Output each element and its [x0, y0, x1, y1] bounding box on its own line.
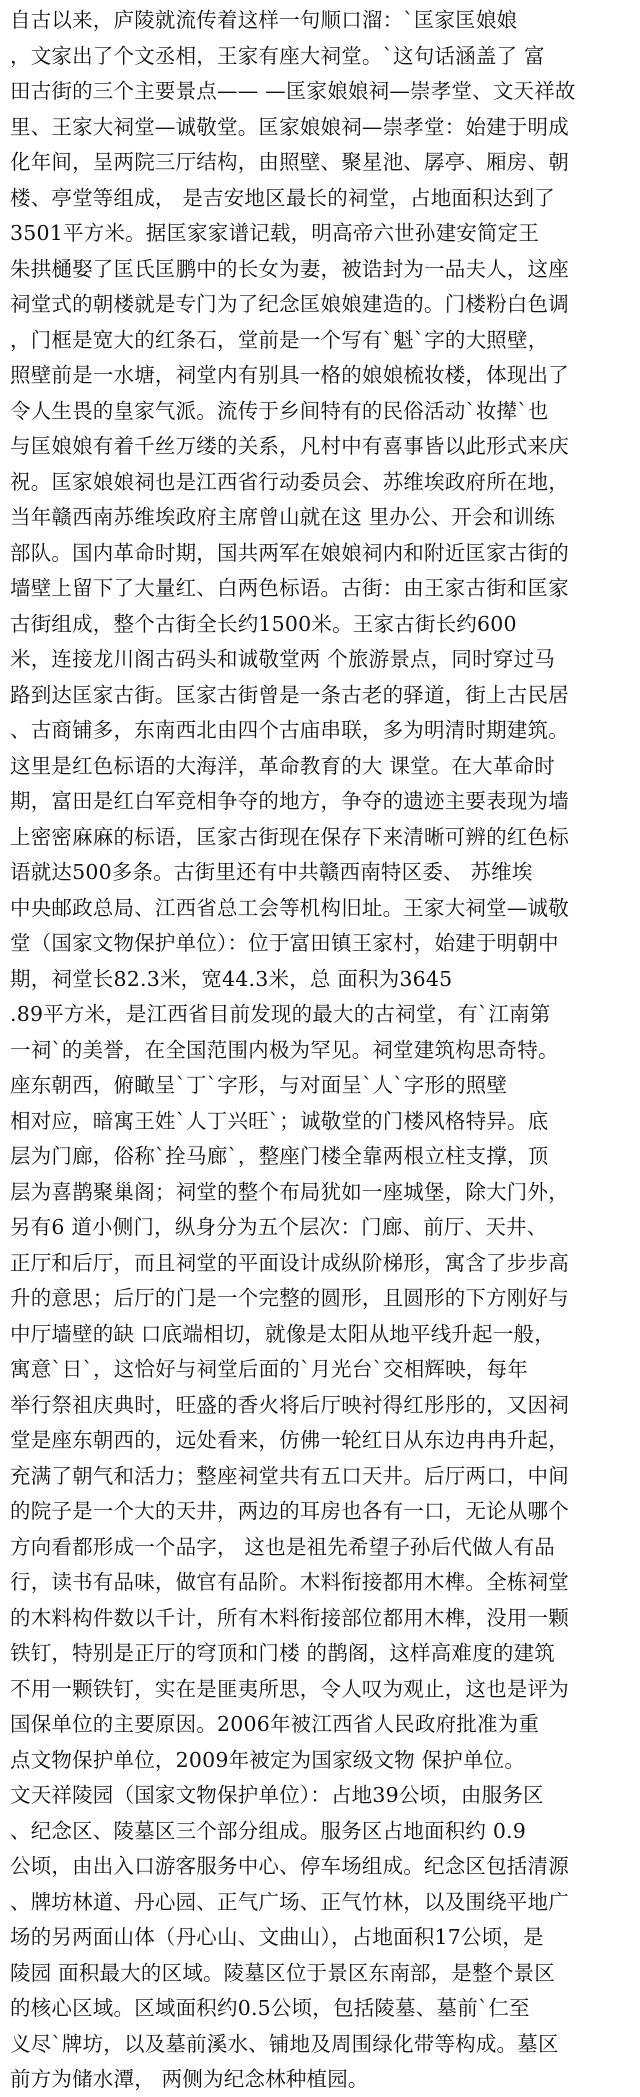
text-line: 行，读书有品味，做官有品阶。木料衔接都用木榫。全栋祠堂: [10, 1570, 569, 1594]
text-line: 文天祥陵园（国家文物保护单位）：占地39公顷，由服务区: [10, 1783, 544, 1807]
text-line: 场的另两面山体（丹心山、文曲山），占地面积17公顷，是: [10, 1925, 544, 1949]
text-line: 古街组成，整个古街全长约1500米。王家古街长约600: [10, 611, 517, 636]
text-line: 公顷，由出入口游客服务中心、停车场组成。纪念区包括清源: [10, 1854, 569, 1878]
text-line: 祝。匡家娘娘祠也是江西省行动委员会、苏维埃政府所在地，: [10, 469, 569, 494]
text-line: 米，连接龙川阁古码头和诚敬堂两 个旅游景点，同时穿过马: [10, 647, 555, 671]
text-line: 前方为储水潭， 两侧为纪念林种植园。: [10, 2067, 369, 2091]
text-line: 另有6 道小侧门，纵身分为五个层次：门廊、前厅、天井、: [10, 1215, 548, 1239]
text-line: 正厅和后厅，而且祠堂的平面设计成纵阶梯形，寓含了步步高: [10, 1250, 569, 1275]
text-line: 不用一颗铁钉，实在是匪夷所思，令人叹为观止，这也是评为: [10, 1676, 569, 1701]
text-line: 楼、亭堂等组成， 是吉安地区最长的祠堂，占地面积达到了: [10, 185, 555, 210]
text-line: 寓意`日`，这恰好与祠堂后面的`月光台`交相辉映，每年: [10, 1357, 528, 1381]
text-line: 墙壁上留下了大量红、白两色标语。古街：由王家古街和匡家: [10, 576, 569, 600]
text-line: 、纪念区、陵墓区三个部分组成。服务区占地面积约 0.9: [10, 1818, 527, 1843]
text-line: 路到达匡家古街。匡家古街曾是一条古老的驿道，街上古民居: [10, 682, 569, 707]
text-line: 期，富田是红白军竞相争夺的地方，争夺的遗迹主要表现为墙: [10, 789, 569, 813]
text-line: 与匡娘娘有着千丝万缕的关系，凡村中有喜事皆以此形式来庆: [10, 434, 569, 458]
text-line: 田古街的三个主要景点—— —匡家娘娘祠—崇孝堂、文天祥故: [10, 79, 576, 103]
text-line: 点文物保护单位，2009年被定为国家级文物 保护单位。: [10, 1747, 526, 1772]
text-line: 化年间，呈两院三厅结构，由照壁、聚星池、孱亭、厢房、朝: [10, 150, 569, 174]
text-line: 期，祠堂长82.3米，宽44.3米，总 面积为3645: [10, 966, 453, 991]
text-line: ，门框是宽大的红条石，堂前是一个写有`魁`字的大照壁，: [10, 327, 549, 352]
text-line: 一祠`的美誉，在全国范围内极为罕见。祠堂建筑构思奇特。: [10, 1037, 559, 1062]
text-line: 、牌坊林道、丹心园、正气广场、正气竹林，以及围绕平地广: [10, 1889, 569, 1914]
text-line: 陵园 面积最大的区域。陵墓区位于景区东南部，是整个景区: [10, 1960, 555, 1985]
text-line: 层为门廊，俗称`拴马廊`，整座门楼全靠两根立柱支撑，顶: [10, 1144, 549, 1168]
text-line: 朱拱樋娶了匡氏匡鹏中的长女为妻，被诰封为一品夫人，这座: [10, 256, 569, 281]
text-line: 国保单位的主要原因。2006年被江西省人民政府批准为重: [10, 1712, 540, 1736]
text-line: 层为喜鹊聚巢阁；祠堂的整个布局犹如一座城堡，除大门外，: [10, 1179, 569, 1204]
text-line: 上密密麻麻的标语，匡家古街现在保存下来清晰可辨的红色标: [10, 824, 569, 849]
text-line: 铁钉，特别是正厅的穹顶和门楼 的鹊阁，这样高难度的建筑: [10, 1641, 555, 1665]
text-line: 升的意思；后厅的门是一个完整的圆形，且圆形的下方刚好与: [10, 1286, 569, 1310]
text-line: .89平方米，是江西省目前发现的最大的古祠堂，有`江南第: [10, 1002, 551, 1026]
text-line: 里、王家大祠堂—诚敬堂。匡家娘娘祠—崇孝堂：始建于明成: [10, 114, 569, 139]
text-line: 3501平方米。据匡家家谱记载，明高帝六世孙建安简定王: [10, 221, 540, 245]
text-line: 堂（国家文物保护单位）：位于富田镇王家村，始建于明朝中: [10, 931, 559, 955]
text-line: 充满了朝气和活力；整座祠堂共有五口天井。后厅两口，中间: [10, 1463, 569, 1488]
text-line: 座东朝西，俯瞰呈`丁`字形，与对面呈`人`字形的照壁: [10, 1073, 508, 1097]
text-line: 祠堂式的朝楼就是专门为了纪念匡娘娘建造的。门楼粉白色调: [10, 292, 569, 316]
text-line: 的木料构件数以千计，所有木料衔接部位都用木榫，没用一颗: [10, 1605, 569, 1630]
text-line: 堂是座东朝西的，远处看来，仿佛一轮红日从东边冉冉升起，: [10, 1428, 569, 1452]
text-line: 中央邮政总局、江西省总工会等机构旧址。王家大祠堂—诚敬: [10, 895, 569, 920]
text-line: 照壁前是一水塘，祠堂内有别具一格的娘娘梳妆楼，体现出了: [10, 363, 569, 387]
text-line: 的院子是一个大的天井，两边的耳房也各有一口，无论从哪个: [10, 1499, 569, 1523]
text-line: ，文家出了个文丞相，王家有座大祠堂。`这句话涵盖了 富: [10, 43, 545, 68]
text-line: 自古以来，庐陵就流传着这样一句顺口溜：`匡家匡娘娘: [10, 8, 518, 32]
text-line: 方向看都形成一个品字， 这也是祖先希望子孙后代做人有品: [10, 1534, 555, 1559]
text-line: 举行祭祖庆典时，旺盛的香火将后厅映衬得红彤彤的，又因祠: [10, 1392, 569, 1417]
text-line: 的核心区域。区域面积约0.5公顷，包括陵墓、墓前`仁至: [10, 1996, 530, 2020]
text-line: 相对应，暗寓王姓`人丁兴旺`；诚敬堂的门楼风格特异。底: [10, 1108, 549, 1133]
text-line: 语就达500多条。古街里还有中共赣西南特区委、 苏维埃: [10, 860, 533, 884]
text-line: 中厅墙壁的缺 口底端相切，就像是太阳从地平线升起一般，: [10, 1321, 555, 1346]
text-line: 这里是红色标语的大海洋，革命教育的大 课堂。在大革命时: [10, 753, 555, 778]
text-line: 部队。国内革命时期，国共两军在娘娘祠内和附近匡家古街的: [10, 540, 569, 565]
text-line: 当年赣西南苏维埃政府主席曾山就在这 里办公、开会和训练: [10, 505, 555, 529]
text-line: 、古商铺多，东南西北由四个古庙串联，多为明清时期建筑。: [10, 718, 569, 742]
text-line: 令人生畏的皇家气派。流传于乡间特有的民俗活动`妆撵`也: [10, 398, 549, 423]
text-line: 义尽`牌坊，以及墓前溪水、铺地及周围绿化带等构成。墓区: [10, 2031, 559, 2056]
